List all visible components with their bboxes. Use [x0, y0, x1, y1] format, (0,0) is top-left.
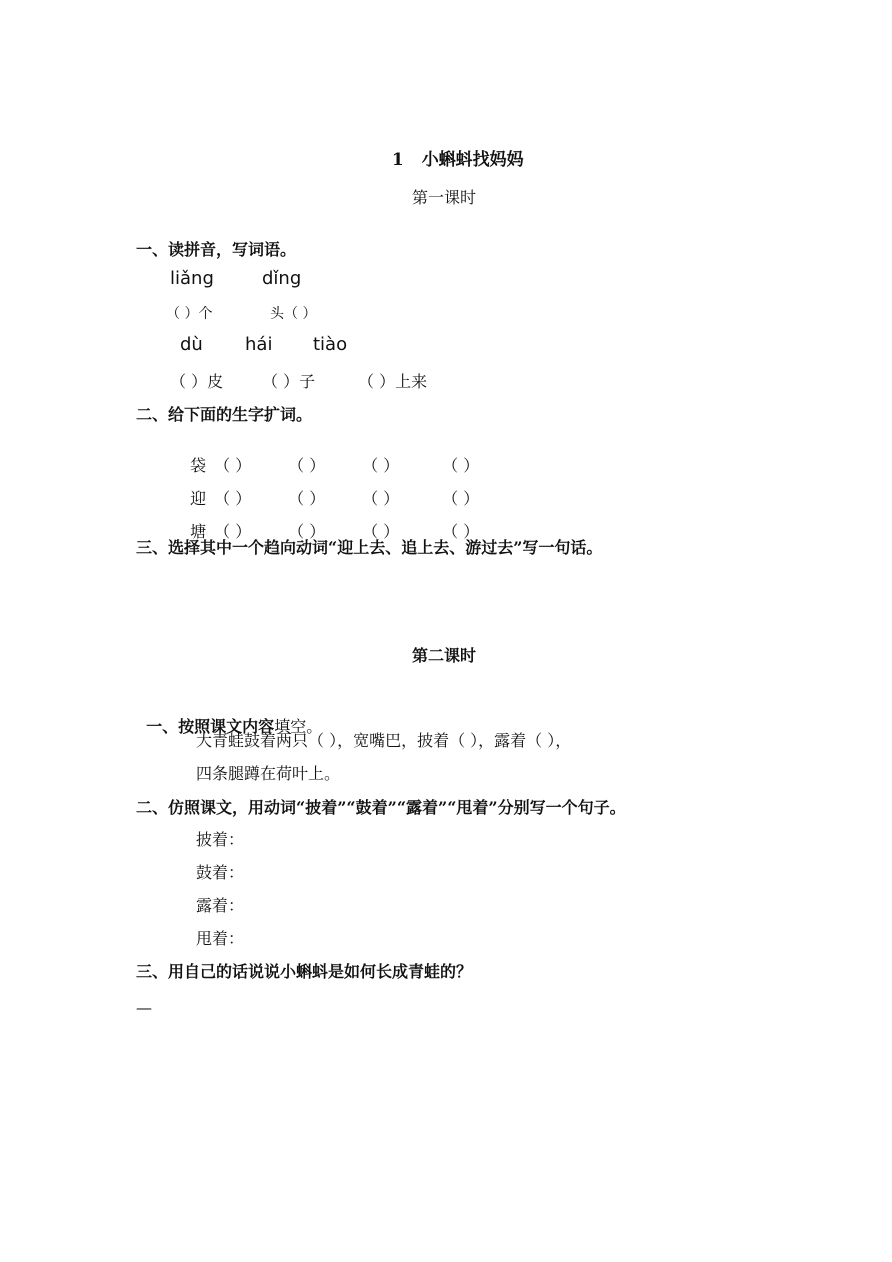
expand-blank: （ ） [288, 489, 326, 508]
blank-ge: （ ）个 [166, 306, 213, 322]
sentence-item-shuaizhe: 甩着： [196, 929, 245, 948]
expand-blank: （ ） [362, 489, 400, 508]
expand-blank: （ ） [442, 489, 480, 508]
sentence-item-pizhe: 披着： [196, 830, 245, 849]
expand-blank: （ ） [214, 522, 252, 541]
expand-blank: （ ） [214, 456, 252, 475]
expand-blank: （ ） [362, 456, 400, 475]
lesson1-q3-title: 三、选择其中一个趋向动词“迎上去、追上去、游过去”写一句话。 [136, 538, 603, 557]
sentence-item-luzhe: 露着： [196, 896, 245, 915]
expand-blank: （ ） [288, 522, 326, 541]
lesson2-q1-line2: 四条腿蹲在荷叶上。 [196, 764, 341, 783]
expand-blank: （ ） [288, 456, 326, 475]
lesson1-q1-title: 一、读拼音，写词语。 [136, 240, 297, 259]
blank-zi: （ ）子 [262, 372, 316, 391]
expand-blank: （ ） [442, 456, 480, 475]
blank-shanglai: （ ）上来 [358, 372, 428, 391]
pinyin-tiao: tiào [313, 334, 348, 355]
blank-pi: （ ）皮 [170, 372, 224, 391]
pinyin-liang: liǎng [170, 268, 214, 289]
pinyin-hai: hái [245, 334, 273, 355]
expand-blank: （ ） [214, 489, 252, 508]
lesson2-q1-line1: 大青蛙鼓着两只（ ），宽嘴巴，披着（ ），露着（ ）， [196, 731, 572, 750]
expand-blank: （ ） [442, 522, 480, 541]
lesson2-header: 第二课时 [412, 646, 477, 665]
blank-tou: 头（ ） [270, 306, 317, 322]
lesson2-q1-title-normal: 填空。 [274, 717, 323, 736]
lesson-number: 1 [391, 150, 404, 170]
pinyin-du: dù [180, 334, 203, 355]
expand-char: 袋 [190, 456, 207, 475]
answer-mark: — [136, 998, 152, 1017]
lesson2-q3-title: 三、用自己的话说说小蝌蚪是如何长成青蛙的？ [136, 962, 473, 981]
lesson1-header: 第一课时 [412, 188, 477, 207]
expand-char: 迎 [190, 489, 207, 508]
expand-blank: （ ） [362, 522, 400, 541]
pinyin-ding: dǐng [262, 268, 302, 289]
lesson2-q1-title-bold: 一、按照课文内容 [146, 717, 275, 736]
lesson-name: 小蝌蚪找妈妈 [421, 150, 524, 170]
sentence-item-guzhe: 鼓着： [196, 863, 245, 882]
lesson1-q2-title: 二、给下面的生字扩词。 [136, 405, 313, 424]
lesson-title [380, 125, 524, 170]
expand-char: 塘 [190, 522, 207, 541]
lesson2-q2-title: 二、仿照课文，用动词“披着”“鼓着”“露着”“甩着”分别写一个句子。 [136, 798, 626, 817]
